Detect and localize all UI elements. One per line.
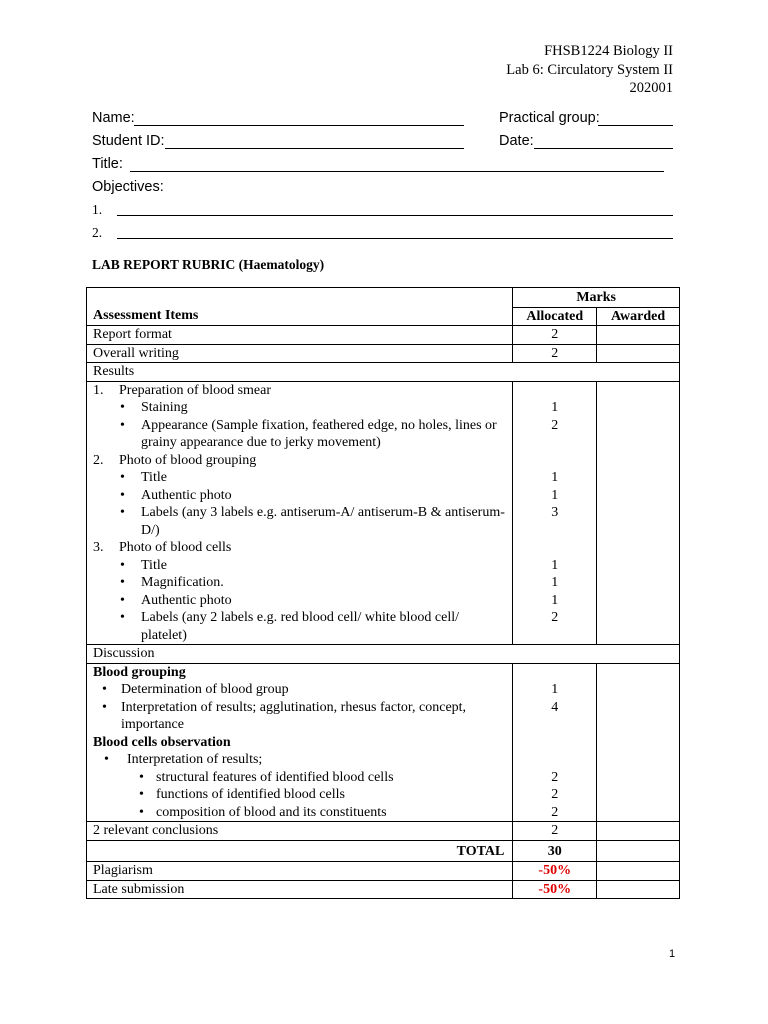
practical-group-field[interactable]	[598, 125, 673, 126]
overall-writing-awarded[interactable]	[597, 344, 680, 363]
plagiarism-awarded[interactable]	[597, 862, 680, 881]
student-id-field[interactable]	[165, 148, 464, 149]
table-row	[87, 363, 680, 382]
rubric-table	[86, 287, 680, 899]
late-submission-label: Late submission	[87, 880, 513, 899]
table-row	[87, 344, 680, 363]
allocated-header: Allocated	[513, 307, 597, 326]
item-label: Photo of blood grouping	[119, 452, 257, 468]
objectives-label: Objectives:	[92, 179, 164, 195]
list-item: • structural features of identified blood cells	[93, 769, 506, 787]
table-row	[87, 307, 680, 326]
results-awarded[interactable]	[597, 381, 680, 645]
allocated-mark: 2	[551, 787, 559, 802]
marks-header: Marks	[513, 288, 680, 308]
list-item: • Interpretation of results; agglutination, rhesus factor, concept, importance	[93, 699, 506, 734]
item-label: Photo of blood cells	[119, 540, 232, 555]
table-row	[87, 822, 680, 841]
list-item	[93, 382, 506, 400]
objective-1-number: 1.	[92, 202, 103, 217]
conclusions-awarded[interactable]	[597, 822, 680, 841]
list-item: • Title	[93, 469, 506, 487]
report-format-allocated: 2	[513, 326, 597, 345]
table-row	[87, 862, 680, 881]
awarded-header: Awarded	[597, 307, 680, 326]
discussion-allocated-cell	[513, 663, 597, 822]
list-item: • composition of blood and its constituents	[93, 804, 506, 822]
conclusions-label: 2 relevant conclusions	[87, 822, 513, 841]
table-cell	[87, 288, 513, 308]
course-title: FHSB1224 Biology II	[544, 43, 673, 59]
list-item: • Authentic photo	[93, 487, 506, 505]
report-format-awarded[interactable]	[597, 326, 680, 345]
table-row	[87, 645, 680, 664]
table-row	[87, 381, 680, 645]
date-label: Date:	[499, 133, 534, 149]
list-item: • Authentic photo	[93, 592, 506, 610]
allocated-mark: 2	[551, 610, 559, 625]
allocated-mark: 1	[551, 682, 559, 697]
list-item: • Labels (any 2 labels e.g. red blood cell/ white blood cell/ platelet)	[93, 609, 506, 644]
blood-grouping-heading: Blood grouping	[93, 664, 186, 680]
results-allocated-cell	[513, 381, 597, 645]
objective-2-number: 2.	[92, 225, 103, 240]
total-awarded[interactable]	[597, 840, 680, 862]
late-submission-penalty: -50%	[513, 880, 597, 899]
list-item: • Magnification.	[93, 574, 506, 592]
allocated-mark: 2	[551, 769, 559, 785]
lab-title: Lab 6: Circulatory System II	[506, 61, 673, 78]
overall-writing-label: Overall writing	[87, 344, 513, 363]
total-label: TOTAL	[87, 840, 513, 862]
list-item: • Staining	[93, 399, 506, 417]
discussion-heading: Discussion	[87, 645, 680, 664]
objective-2-field[interactable]	[117, 238, 673, 239]
overall-writing-allocated: 2	[513, 344, 597, 363]
list-item	[93, 539, 506, 557]
allocated-mark: 1	[551, 575, 559, 590]
date-field[interactable]	[534, 148, 673, 149]
name-field[interactable]	[134, 125, 464, 126]
discussion-awarded[interactable]	[597, 663, 680, 822]
item-number: 3.	[93, 540, 104, 555]
results-items-cell	[87, 381, 513, 645]
item-label: Preparation of blood smear	[119, 382, 272, 398]
semester-code: 202001	[629, 80, 673, 96]
allocated-mark: 3	[551, 505, 559, 520]
name-label: Name:	[92, 110, 135, 126]
table-row	[87, 288, 680, 308]
list-item: • Title	[93, 557, 506, 575]
rubric-title: LAB REPORT RUBRIC (Haematology)	[92, 257, 325, 272]
results-heading: Results	[87, 363, 680, 382]
list-item: • Labels (any 3 labels e.g. antiserum-A/ antiserum-B & antiserum-D/)	[93, 504, 506, 539]
practical-group-label: Practical group:	[499, 110, 600, 126]
allocated-mark: 1	[551, 592, 559, 608]
list-item: • Determination of blood group	[93, 681, 506, 699]
table-row	[87, 326, 680, 345]
list-item	[93, 452, 506, 470]
item-number: 1.	[93, 382, 104, 398]
blood-cells-heading: Blood cells observation	[93, 734, 231, 750]
late-submission-awarded[interactable]	[597, 880, 680, 899]
table-row	[87, 880, 680, 899]
page-number: 1	[669, 948, 676, 960]
allocated-mark: 1	[551, 470, 559, 485]
student-id-label: Student ID:	[92, 133, 165, 149]
list-item: • Interpretation of results;	[93, 751, 506, 769]
title-label: Title:	[92, 156, 123, 172]
assessment-items-header: Assessment Items	[87, 307, 513, 326]
item-number: 2.	[93, 452, 104, 468]
allocated-mark: 1	[551, 487, 559, 503]
allocated-mark: 1	[551, 557, 559, 573]
title-field[interactable]	[130, 171, 664, 172]
document-header	[506, 42, 673, 98]
allocated-mark: 2	[551, 417, 559, 433]
table-row	[87, 840, 680, 862]
total-allocated: 30	[513, 840, 597, 862]
objective-1-field[interactable]	[117, 215, 673, 216]
conclusions-allocated: 2	[513, 822, 597, 841]
list-item: • functions of identified blood cells	[93, 786, 506, 804]
allocated-mark: 1	[551, 400, 559, 415]
report-format-label: Report format	[87, 326, 513, 345]
table-row	[87, 663, 680, 822]
allocated-mark: 2	[551, 804, 559, 820]
allocated-mark: 4	[551, 699, 559, 715]
discussion-items-cell	[87, 663, 513, 822]
plagiarism-label: Plagiarism	[87, 862, 513, 881]
list-item: • Appearance (Sample fixation, feathered edge, no holes, lines or grainy appearance due to jerky movement)	[93, 417, 506, 452]
plagiarism-penalty: -50%	[513, 862, 597, 881]
